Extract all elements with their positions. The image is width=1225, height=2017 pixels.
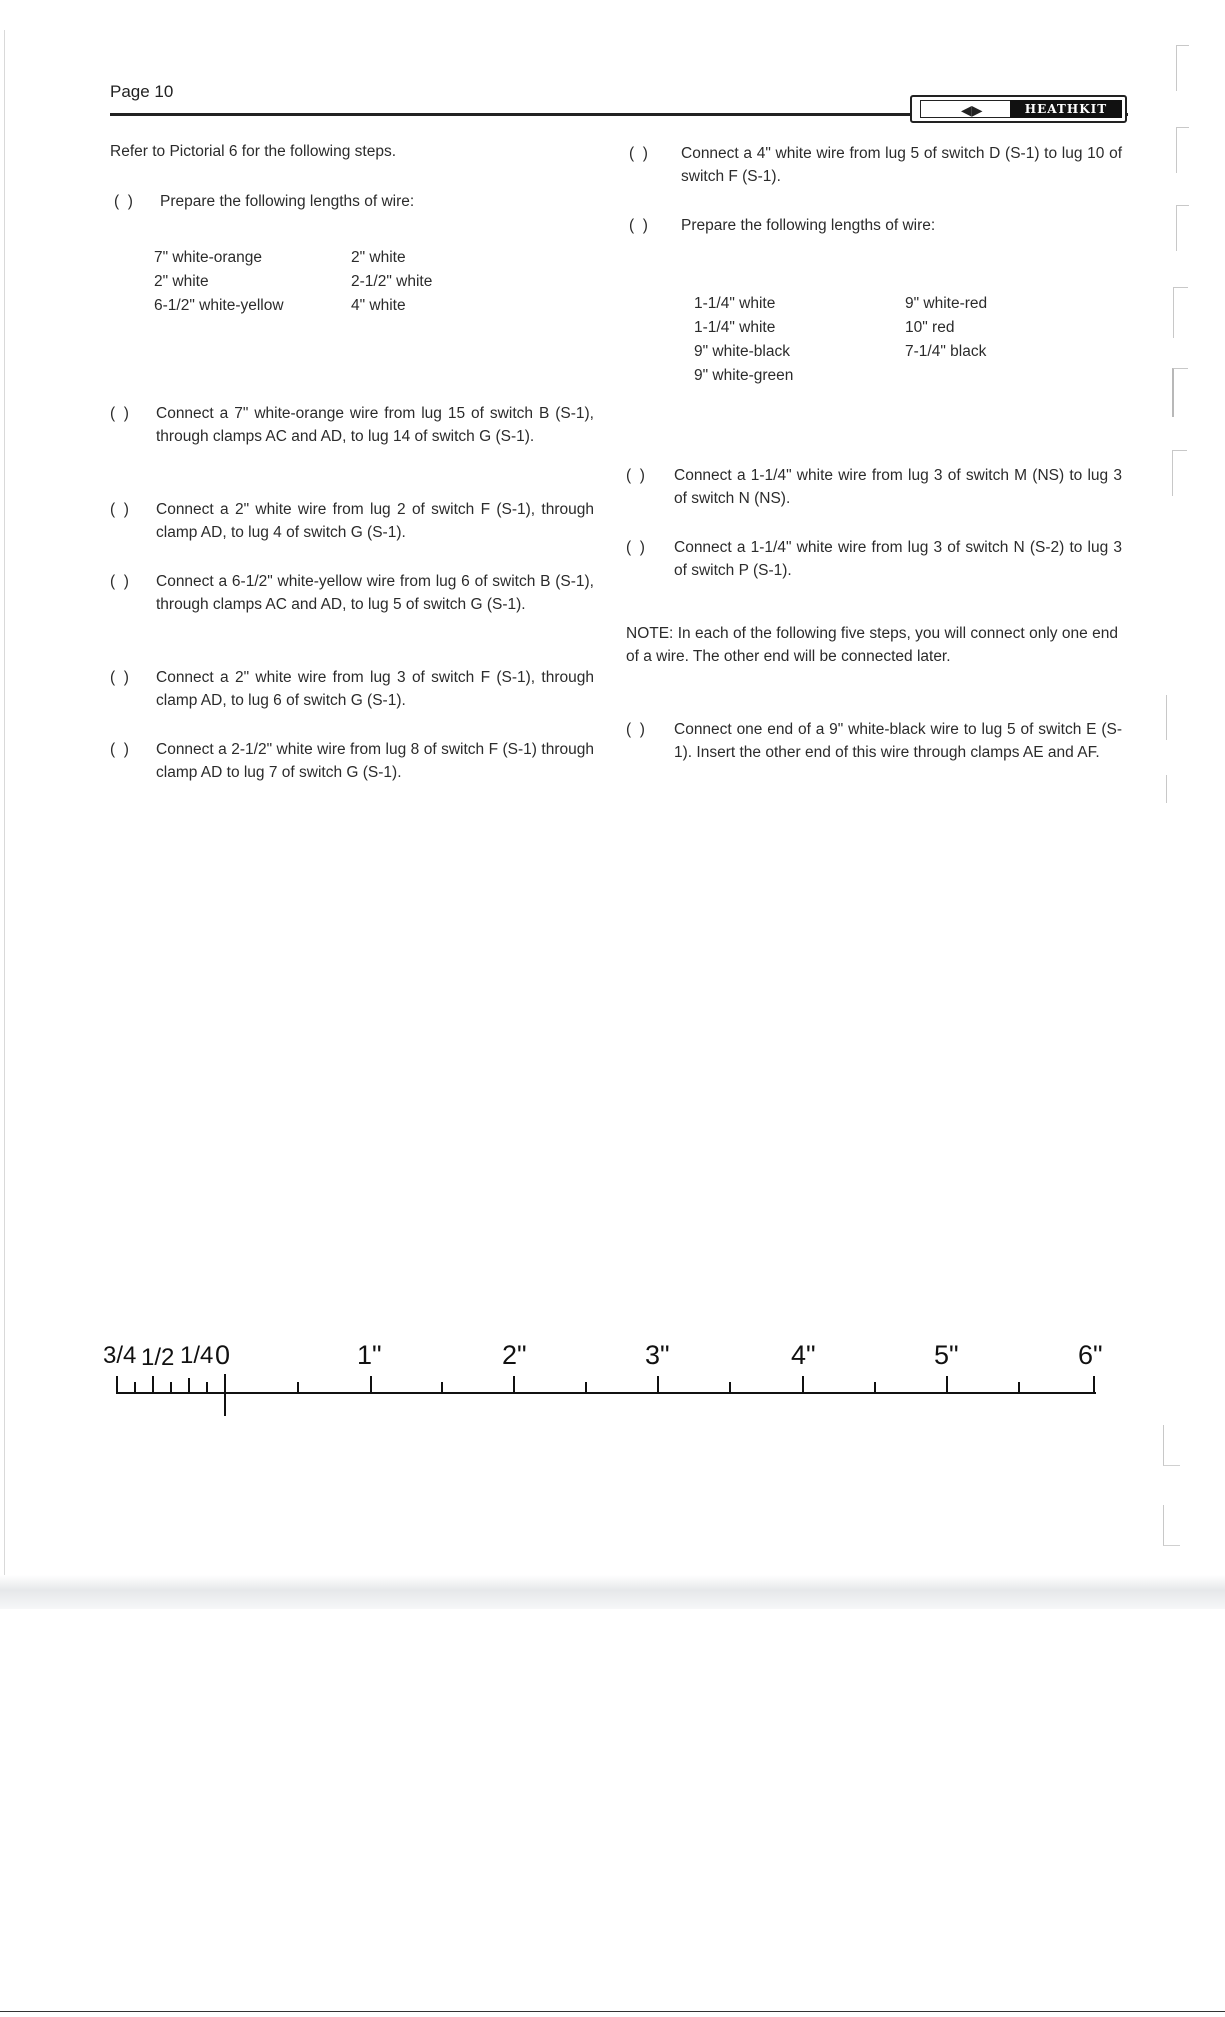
ruler-tick <box>297 1382 299 1392</box>
right-column <box>626 142 1122 802</box>
page-edge-mark <box>1172 450 1187 496</box>
checkbox[interactable]: ( ) <box>114 193 133 210</box>
ruler-label: 1/2 <box>141 1344 175 1371</box>
wire-length: 7" white-orange <box>154 249 263 266</box>
ruler-baseline <box>116 1392 1096 1394</box>
ruler-label: 6" <box>1078 1340 1103 1370</box>
step-text: Connect a 2" white wire from lug 2 of switch F (S-1), through clamp AD, to lug 4 of switch G (S-1). <box>156 501 594 541</box>
page-edge-mark <box>1173 287 1188 338</box>
page-edge-mark <box>1166 775 1167 803</box>
heathkit-logo <box>910 95 1127 123</box>
step-text: Connect a 1-1/4" white wire from lug 3 of switch N (S-2) to lug 3 of switch P (S-1). <box>674 539 1122 579</box>
checkbox[interactable]: ( ) <box>110 573 129 590</box>
wire-length: 6-1/2" white-yellow <box>154 297 284 314</box>
page-edge-mark <box>1176 127 1189 173</box>
checkbox[interactable]: ( ) <box>626 721 645 738</box>
ruler-tick <box>188 1378 190 1392</box>
checkbox[interactable]: ( ) <box>629 217 648 234</box>
ruler-tick <box>513 1376 515 1392</box>
ruler-tick <box>585 1382 587 1392</box>
page-edge-mark <box>1176 205 1189 251</box>
ruler-tick <box>370 1376 372 1392</box>
ruler-tick <box>1093 1376 1095 1392</box>
ruler-label: 1" <box>357 1340 382 1370</box>
wire-length: 9" white-red <box>905 295 988 312</box>
step-text: Prepare the following lengths of wire: <box>681 217 936 234</box>
step-text: Connect a 7" white-orange wire from lug 15 of switch B (S-1), through clamps AC and AD, to lug 14 of switch G (S-1). <box>156 405 594 445</box>
ruler-zero-tick <box>224 1374 226 1416</box>
ruler-tick <box>802 1376 804 1392</box>
note-text: NOTE: In each of the following five steps, you will connect only one end of a wire. The other end will be connected later. <box>626 625 1118 665</box>
page-edge-mark <box>1176 45 1189 91</box>
page-edge-mark <box>1163 1425 1180 1466</box>
wire-length: 9" white-black <box>694 343 790 360</box>
ruler-tick <box>116 1376 118 1392</box>
wire-length: 2" white <box>351 249 406 266</box>
checkbox[interactable]: ( ) <box>110 669 129 686</box>
page-number: Page 10 <box>110 82 174 101</box>
page-edge-mark <box>1163 1505 1180 1546</box>
ruler-tick <box>152 1376 154 1392</box>
intro-text: Refer to Pictorial 6 for the following steps. <box>110 143 397 160</box>
checkbox[interactable]: ( ) <box>629 145 648 162</box>
wire-length: 7-1/4" black <box>905 343 987 360</box>
step-text: Connect a 6-1/2" white-yellow wire from lug 6 of switch B (S-1), through clamps AC and AD, to lug 5 of switch G (S-1). <box>156 573 594 613</box>
ruler-label: 5" <box>934 1340 959 1370</box>
step-text: Connect a 2" white wire from lug 3 of switch F (S-1), through clamp AD, to lug 6 of switch G (S-1). <box>156 669 594 709</box>
checkbox[interactable]: ( ) <box>110 501 129 518</box>
wire-length: 10" red <box>905 319 955 336</box>
wire-length: 2" white <box>154 273 209 290</box>
ruler-label: 0 <box>215 1340 231 1370</box>
ruler-label: 4" <box>791 1340 816 1370</box>
left-column <box>110 140 596 810</box>
wire-length: 4" white <box>351 297 406 314</box>
ruler-tick <box>206 1382 208 1392</box>
page-edge-mark <box>1172 368 1188 417</box>
wire-length: 2-1/2" white <box>351 273 433 290</box>
wire-length: 1-1/4" white <box>694 319 776 336</box>
step-text: Connect a 1-1/4" white wire from lug 3 of switch M (NS) to lug 3 of switch N (NS). <box>674 467 1122 507</box>
ruler-tick <box>441 1382 443 1392</box>
ruler-tick <box>729 1382 731 1392</box>
ruler-tick <box>946 1376 948 1392</box>
inch-ruler <box>0 1330 1225 1410</box>
checkbox[interactable]: ( ) <box>110 405 129 422</box>
step-text: Connect one end of a 9" white-black wire to lug 5 of switch E (S-1). Insert the other end of this wire through clamps AE and AF. <box>674 721 1122 761</box>
checkbox[interactable]: ( ) <box>110 741 129 758</box>
ruler-tick <box>170 1382 172 1392</box>
ruler-label: 2" <box>502 1340 527 1370</box>
ruler-label: 3" <box>645 1340 670 1370</box>
wire-length: 9" white-green <box>694 367 794 384</box>
ruler-tick <box>874 1382 876 1392</box>
ruler-label: 1/4 <box>180 1342 214 1369</box>
ruler-tick <box>134 1382 136 1392</box>
step-text: Connect a 2-1/2" white wire from lug 8 of switch F (S-1) through clamp AD to lug 7 of switch G (S-1). <box>156 741 594 781</box>
ruler-label: 3/4 <box>103 1342 137 1369</box>
page-edge-mark <box>1166 695 1167 740</box>
logo-text: HEATHKIT <box>1010 100 1122 118</box>
checkbox[interactable]: ( ) <box>626 539 645 556</box>
logo-arrow-graphic: ◀▶ <box>920 100 1016 118</box>
bottom-rule <box>0 2011 1225 2012</box>
ruler-tick <box>1018 1382 1020 1392</box>
ruler-tick <box>657 1376 659 1392</box>
scan-shadow-band <box>0 1575 1225 1609</box>
checkbox[interactable]: ( ) <box>626 467 645 484</box>
wire-length: 1-1/4" white <box>694 295 776 312</box>
step-text: Prepare the following lengths of wire: <box>160 193 415 210</box>
step-text: Connect a 4" white wire from lug 5 of switch D (S-1) to lug 10 of switch F (S-1). <box>681 145 1122 185</box>
